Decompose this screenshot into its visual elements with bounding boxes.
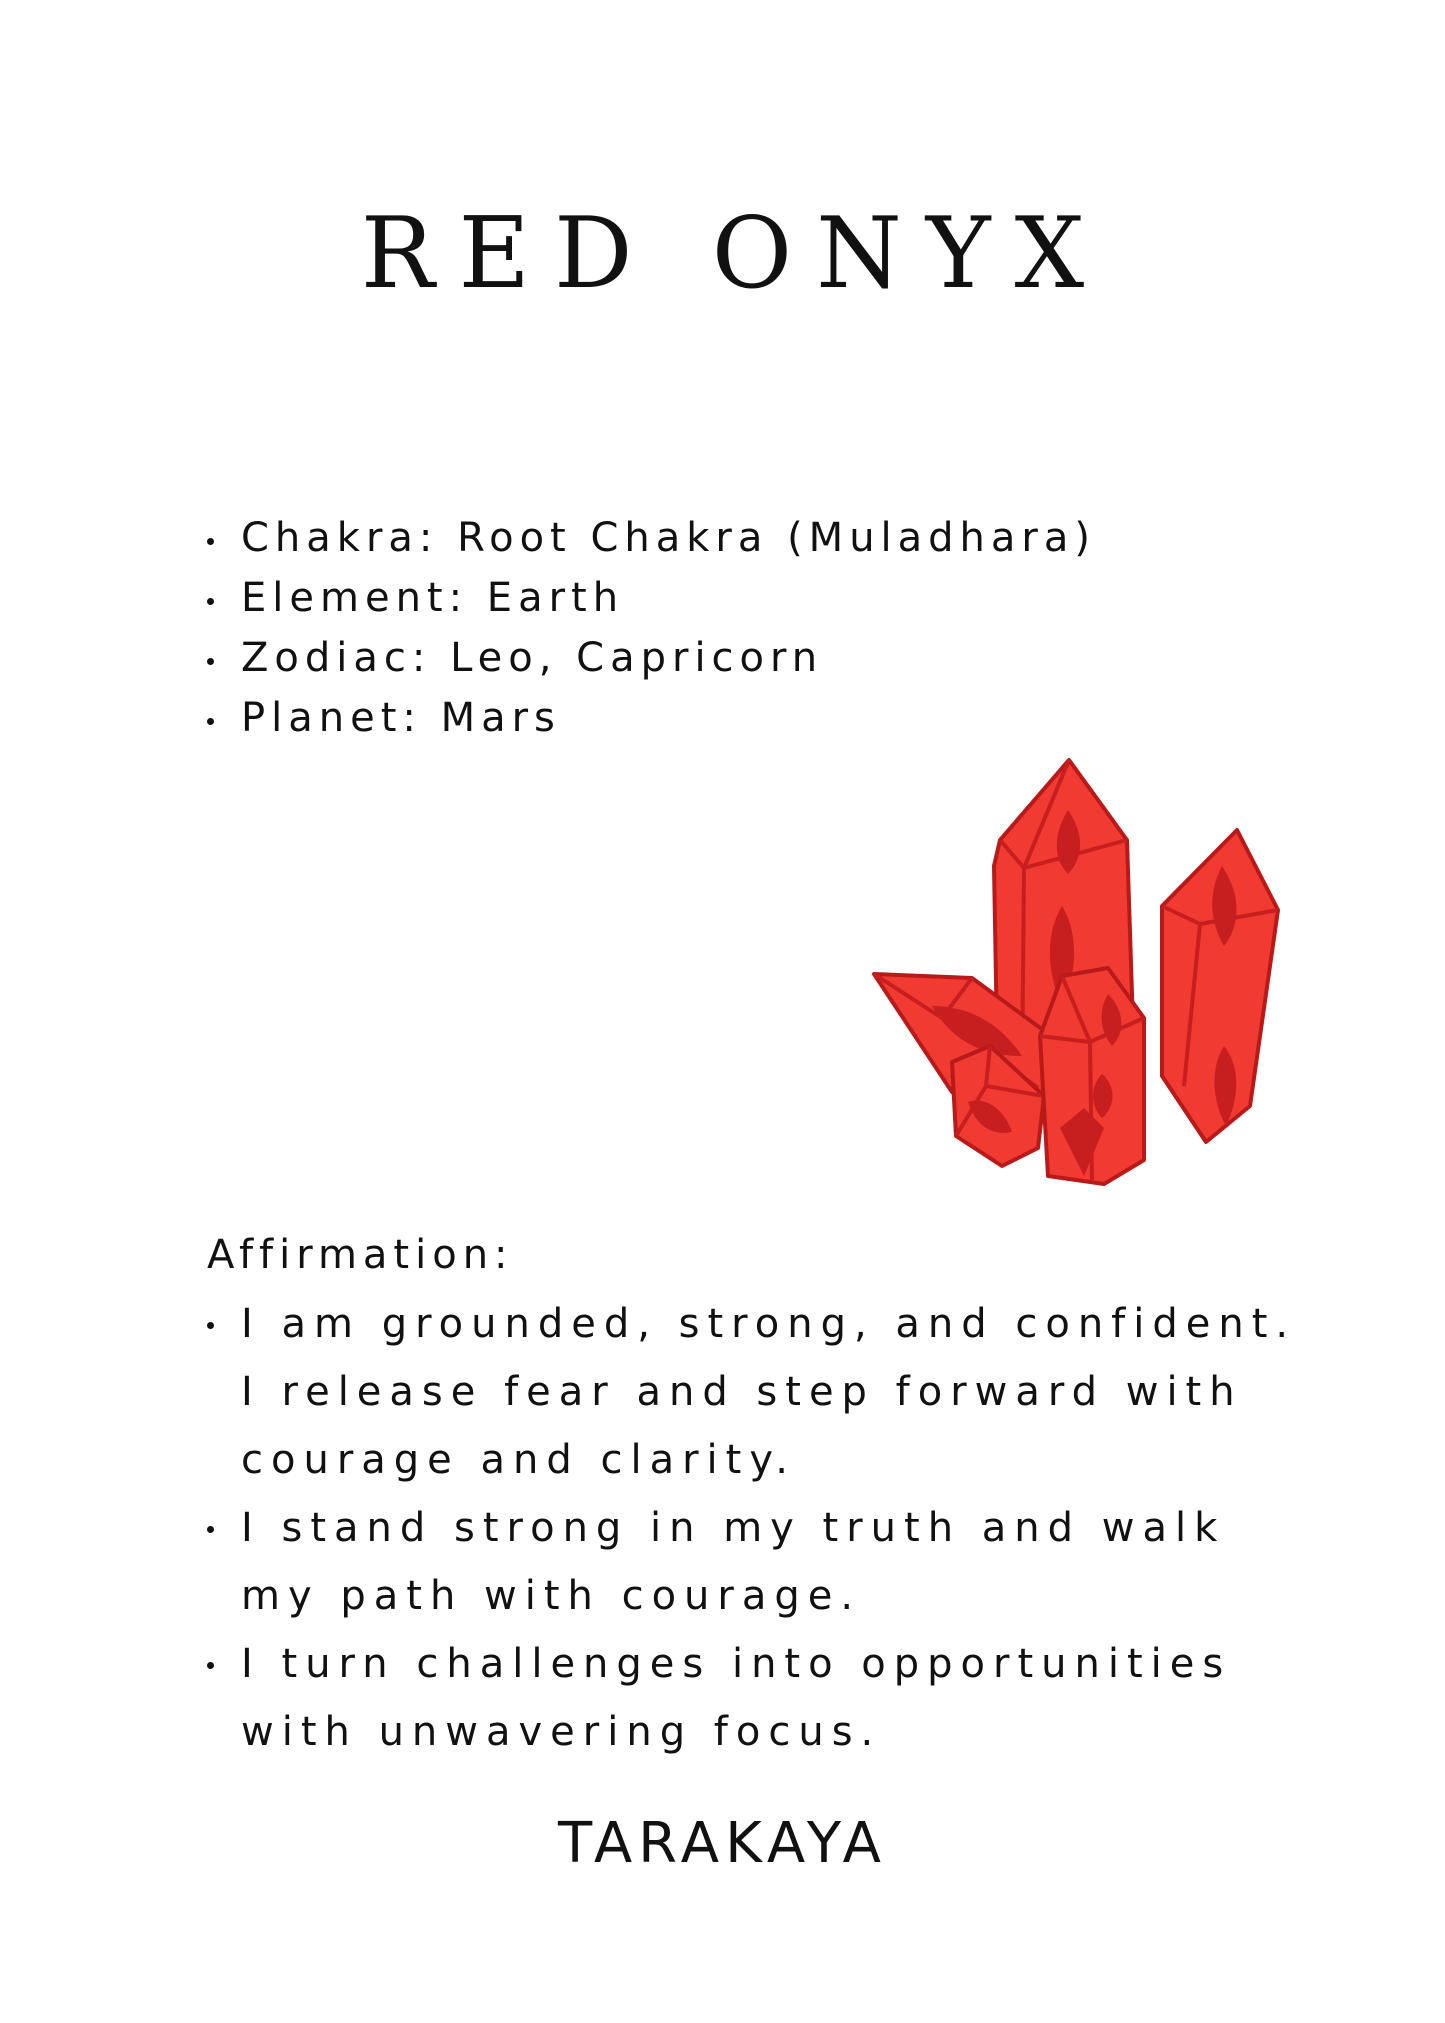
property-planet: Planet: Mars: [207, 688, 1096, 748]
affirmation-item: I am grounded, strong, and confident. I release fear and step forward with courage and clarity.: [207, 1290, 1307, 1494]
properties-list: [207, 508, 1096, 748]
affirmation-list: [207, 1290, 1307, 1766]
affirmation-item: I turn challenges into opportunities with unwavering focus.: [207, 1630, 1307, 1766]
brand-name: TARAKAYA: [558, 1811, 887, 1876]
red-crystal-cluster-icon: [872, 756, 1280, 1188]
property-element: Element: Earth: [207, 568, 1096, 628]
page-title: RED ONYX: [360, 197, 1109, 311]
property-zodiac: Zodiac: Leo, Capricorn: [207, 628, 1096, 688]
affirmation-item: I stand strong in my truth and walk my path with courage.: [207, 1494, 1307, 1630]
property-chakra: Chakra: Root Chakra (Muladhara): [207, 508, 1096, 568]
affirmation-heading: Affirmation:: [207, 1232, 514, 1278]
